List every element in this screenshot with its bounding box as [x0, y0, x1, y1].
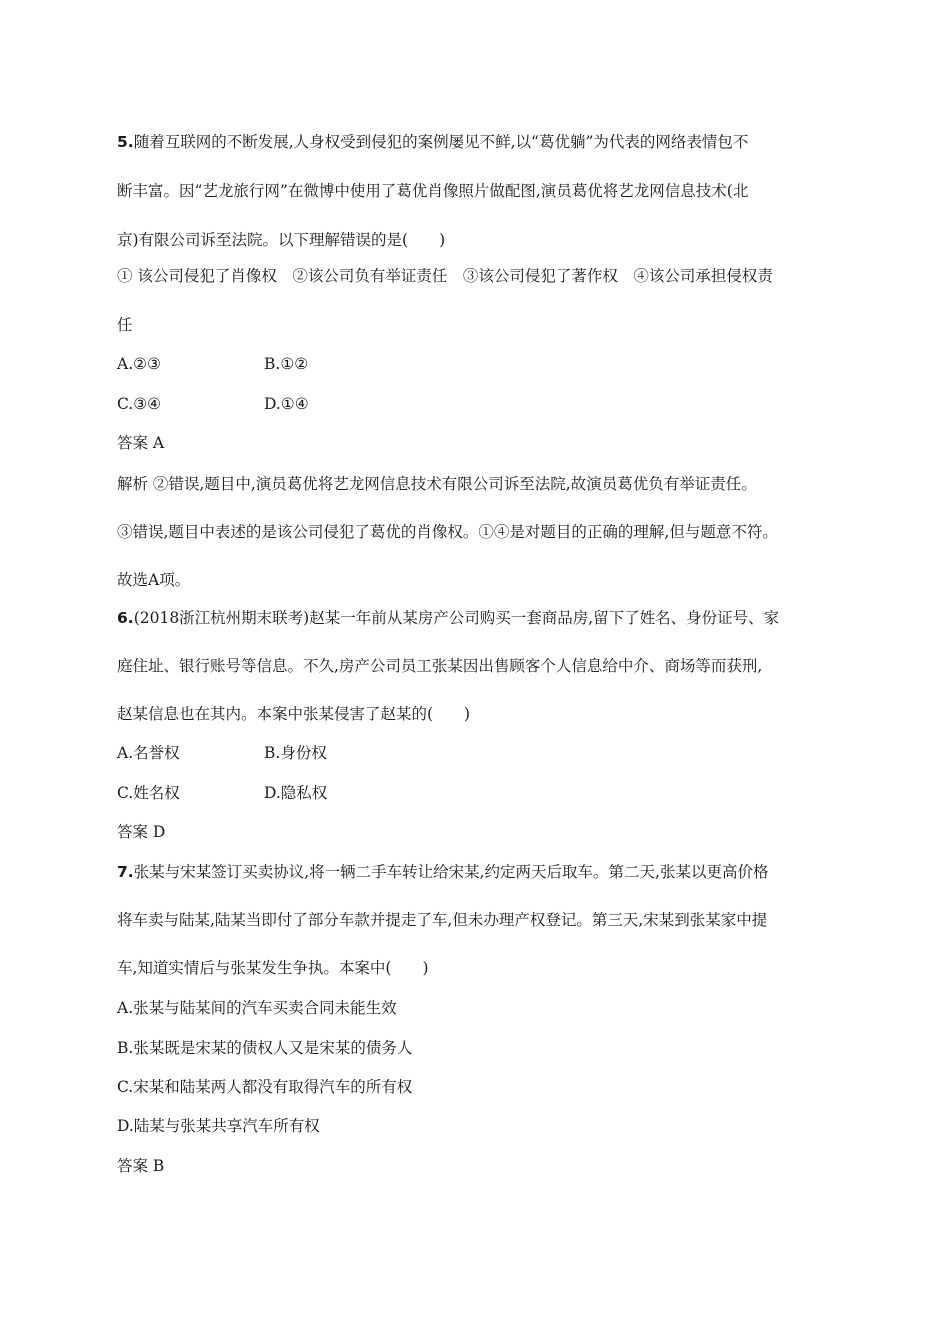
- q5-statements-line-2: 任: [117, 316, 133, 334]
- q6-stem-line-2: 庭住址、银行账号等信息。不久,房产公司员工张某因出售顾客个人信息给中介、商场等而获刑,: [117, 657, 763, 675]
- q5-option-a: A.②③: [117, 355, 161, 373]
- q5-statements-line-1: ① 该公司侵犯了肖像权 ②该公司负有举证责任 ③该公司侵犯了著作权 ④该公司承担侵权责: [117, 267, 773, 285]
- q5-stem-line-1: 5.随着互联网的不断发展,人身权受到侵犯的案例屡见不鲜,以“葛优躺”为代表的网络表情包不: [117, 133, 749, 151]
- q6-option-d: D.隐私权: [264, 784, 328, 802]
- q6-option-b: B.身份权: [264, 744, 327, 762]
- q5-analysis-line-3: 故选A项。: [117, 571, 191, 589]
- q7-answer: 答案 B: [117, 1157, 165, 1175]
- q6-answer: 答案 D: [117, 823, 166, 841]
- q6-option-c: C.姓名权: [117, 784, 180, 802]
- q6-number: 6.: [117, 609, 134, 627]
- q6-option-a: A.名誉权: [117, 744, 180, 762]
- q7-stem-line-1: 7.张某与宋某签订买卖协议,将一辆二手车转让给宋某,约定两天后取车。第二天,张某以更高价格: [117, 863, 769, 881]
- q7-option-a: A.张某与陆某间的汽车买卖合同未能生效: [117, 999, 397, 1017]
- q5-stem-line-3: 京)有限公司诉至法院。以下理解错误的是( ): [117, 231, 446, 249]
- q7-stem-line-2: 将车卖与陆某,陆某当即付了部分车款并提走了车,但未办理产权登记。第三天,宋某到张某家中提: [117, 911, 768, 929]
- q6-stem-line-3: 赵某信息也在其内。本案中张某侵害了赵某的( ): [117, 705, 471, 723]
- q6-stem-line-1: 6.(2018浙江杭州期末联考)赵某一年前从某房产公司购买一套商品房,留下了姓名、身份证号、家: [117, 609, 780, 627]
- q7-option-c: C.宋某和陆某两人都没有取得汽车的所有权: [117, 1078, 413, 1096]
- q5-option-b: B.①②: [264, 355, 309, 373]
- q5-analysis-line-2: ③错误,题目中表述的是该公司侵犯了葛优的肖像权。①④是对题目的正确的理解,但与题意不符。: [117, 523, 778, 541]
- q5-option-c: C.③④: [117, 395, 162, 413]
- q5-number: 5.: [117, 133, 134, 151]
- q5-analysis-line-1: 解析 ②错误,题目中,演员葛优将艺龙网信息技术有限公司诉至法院,故演员葛优负有举证责任。: [117, 475, 757, 493]
- q7-stem-line-3: 车,知道实情后与张某发生争执。本案中( ): [117, 959, 429, 977]
- q7-number: 7.: [117, 863, 134, 881]
- q5-stem-line-2: 断丰富。因“艺龙旅行网”在微博中使用了葛优肖像照片做配图,演员葛优将艺龙网信息技术(北: [117, 182, 749, 200]
- q5-option-d: D.①④: [264, 395, 309, 413]
- q7-option-b: B.张某既是宋某的债权人又是宋某的债务人: [117, 1039, 413, 1057]
- q7-option-d: D.陆某与张某共享汽车所有权: [117, 1117, 320, 1135]
- q5-answer: 答案 A: [117, 434, 165, 452]
